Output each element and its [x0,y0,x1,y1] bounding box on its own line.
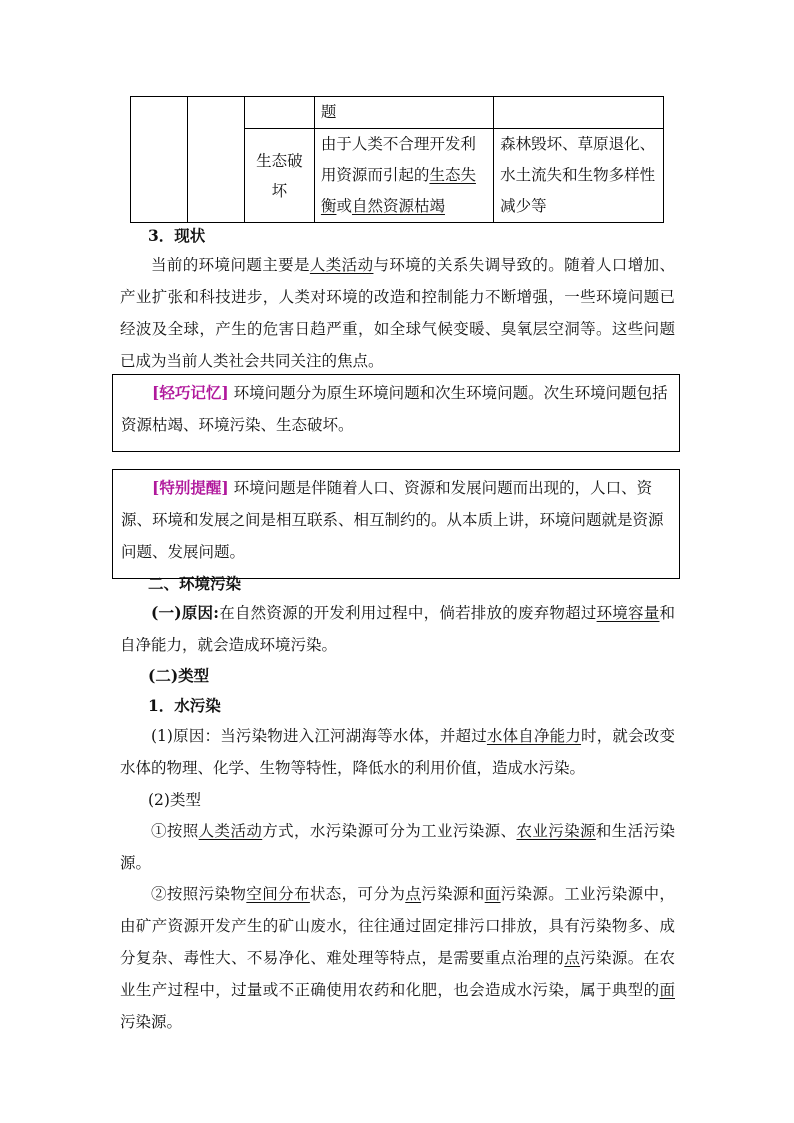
table-cell-cause [314,129,493,223]
underlined-term: 自然资源枯竭 [351,197,445,215]
cause-text: 或 [336,197,352,215]
tip-text: 环境问题分为原生环境问题和次生环境问题。次生环境问题包括资源枯竭、环境污染、生态破坏。 [121,384,668,434]
type-label: 生态破坏 [256,151,303,200]
underlined-term: 农业污染源 [516,822,596,840]
reminder-box [112,469,680,579]
paragraph-text: 方式，水污染源可分为工业污染源、 [262,822,517,840]
paragraph-text: 当前的环境问题主要是 [151,256,310,274]
table-cell: 题 [314,97,493,129]
subsection-heading: (二)类型 [148,666,210,685]
paragraph [120,720,675,784]
paragraph-text: 与环境的关系失调导致的。随着人口增加、产业扩张和科技进步，人类对环境的改造和控制能力不断增强，一些环境问题已经波及全球，产生的危害日趋严重，如全球气候变暖、臭氧层空洞等。这些问题已成为当前人类社会共同关注的焦点。 [120,256,675,370]
tip-box [112,374,680,452]
underlined-term: 点 [405,885,422,903]
paragraph [120,249,675,377]
cause-text: 由于人类不合理开发利用资源而引起的 [320,135,476,184]
subsection-heading: 1．水污染 [148,696,221,715]
underlined-term: 面 [659,981,675,999]
section-heading: 二、环境污染 [148,574,242,593]
paragraph-text: 和生活污染源。 [120,822,675,872]
subsection-heading: (2)类型 [148,791,201,809]
paragraph-text: 污染源。在农业生产过程中，过量或不正确使用农药和化肥，也会造成水污染，属于典型的 [120,949,675,999]
paragraph-text: 污染源。工业污染源中，由矿产资源开发产生的矿山废水，往往通过固定排污口排放，具有污染物多、成分复杂、毒性大、不易净化、难处理等特点，是需要重点治理的 [120,885,675,967]
table-cell [187,97,244,223]
environment-problem-table [130,96,664,223]
paragraph-text: 在自然资源的开发利用过程中，倘若排放的废弃物超过 [219,604,597,622]
paragraph-text: ②按照污染物 [151,885,247,903]
paragraph-text: 时，就会改变水体的物理、化学、生物等特性，降低水的利用价值，造成水污染。 [120,727,675,777]
paragraph-text: 和自净能力，就会造成环境污染。 [120,604,675,654]
underlined-term: 空间分布 [246,885,310,903]
paragraph-text: 状态，可分为 [309,885,406,903]
underlined-term: 点 [564,949,581,967]
underlined-term: 生态失衡 [320,166,476,215]
reminder-tag: [特别提醒] [152,478,229,497]
underlined-term: 环境容量 [596,604,660,622]
table-cell [131,97,188,223]
paragraph [120,815,675,879]
paragraph-text: 污染源。 [120,1013,183,1031]
paragraph-text: ①按照 [151,822,199,840]
table-cell [494,97,664,129]
underlined-term: 人类活动 [309,256,374,274]
table-cell-type [244,129,314,223]
reminder-text: 环境问题是伴随着人口、资源和发展问题而出现的，人口、资源、环境和发展之间是相互联系、相互制约的。从本质上讲，环境问题就是资源问题、发展问题。 [121,479,664,561]
table-cell-examples: 森林毁坏、草原退化、水土流失和生物多样性减少等 [494,129,664,223]
table-row [131,97,664,129]
paragraph [120,878,675,1038]
paragraph-label: (一)原因: [151,603,220,622]
section-heading: 3．现状 [148,226,206,245]
paragraph-text: (1)原因：当污染物进入江河湖海等水体，并超过 [151,727,487,745]
underlined-term: 水体自净能力 [486,727,582,745]
paragraph-text: 污染源和 [421,885,485,903]
underlined-term: 面 [484,885,501,903]
table-cell [244,97,314,129]
paragraph [120,597,675,661]
underlined-term: 人类活动 [198,822,263,840]
tip-tag: [轻巧记忆] [152,383,229,402]
